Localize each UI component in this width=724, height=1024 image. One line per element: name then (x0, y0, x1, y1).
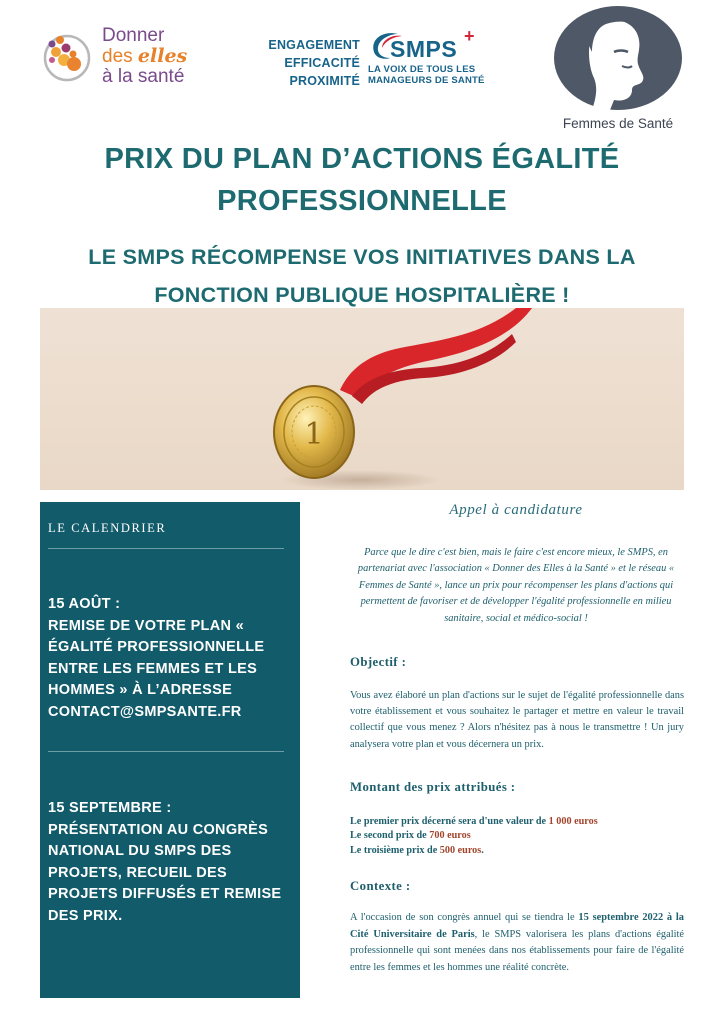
prize-list (350, 815, 684, 858)
page-subtitle (40, 238, 684, 314)
title-line-1: PRIX DU PLAN D’ACTIONS ÉGALITÉ (104, 143, 620, 175)
woman-profile-icon (552, 6, 684, 112)
objectif-paragraph: Vous avez élaboré un plan d'actions sur le sujet de l'égalité professionnelle dans votre établissement et vous souhaitez le partager et mettre en valeur le travail collectif que vous menez ? Alors n'hésitez pas à nous le transmettre ! Un jury analysera votre plan et vous décernera un prix. (350, 690, 684, 750)
cal2-line: PROJETS, RECUEIL DES (48, 864, 227, 881)
page-title (40, 138, 684, 222)
dea-line2b: elles (137, 45, 188, 67)
cal1-line: 15 AOÛT : (48, 596, 121, 612)
contexte-heading: Contexte : (350, 879, 411, 893)
contexte-text: A l'occasion de son congrès annuel qui se tiendra le (350, 912, 579, 923)
smps-slogan-2: EFFICACITÉ (284, 56, 360, 70)
subtitle-line-2: FONCTION PUBLIQUE HOSPITALIÈRE ! (154, 283, 570, 307)
contact-email[interactable]: CONTACT@SMPSANTE.FR (48, 703, 242, 720)
contexte-paragraph (350, 910, 684, 976)
smps-name: SMPS (390, 36, 458, 62)
dea-line2a: des (102, 46, 138, 67)
cal2-line: DES PRIX. (48, 907, 123, 924)
logo-femmes-de-sante (548, 6, 688, 136)
medal-numeral: 1 (304, 417, 324, 452)
objectif-heading: Objectif : (350, 655, 407, 669)
medal-illustration (40, 308, 684, 490)
dea-line3: à la santé (102, 66, 185, 87)
cal2-line: PRÉSENTATION AU CONGRÈS (48, 821, 269, 838)
cal2-line: 15 SEPTEMBRE : (48, 800, 172, 816)
montant-heading: Montant des prix attribués : (350, 780, 516, 794)
cal1-line: ÉGALITÉ PROFESSIONNELLE (48, 639, 265, 655)
calendar-item-september (48, 798, 292, 927)
cal1-line: REMISE DE VOTRE PLAN « (48, 617, 244, 634)
smps-tag-2: MANAGEURS DE SANTÉ (368, 75, 485, 86)
prize-amount: 500 euros (439, 844, 482, 856)
cal2-line: NATIONAL DU SMPS DES (48, 843, 232, 859)
calendar-item-august (48, 594, 292, 723)
prize-amount: 700 euros (429, 830, 471, 842)
smps-plus-icon: + (464, 26, 475, 46)
smps-slogan-1: ENGAGEMENT (268, 38, 360, 52)
dea-logo-icon (40, 30, 94, 84)
subtitle-line-1: LE SMPS RÉCOMPENSE VOS INITIATIVES DANS LA (88, 245, 636, 269)
contexte-text: , le SMPS valorisera les plans d'actions égalité professionnelle qui sont menées dans nos établissements pour faire de l'égalité entre les femmes et les hommes une réalité concrète. (350, 928, 684, 973)
logo-smps (256, 26, 496, 90)
fds-label: Femmes de Santé (562, 116, 674, 131)
cal2-line: PROJETS DIFFUSÉS ET REMISE (48, 886, 282, 902)
smps-tag-1: LA VOIX DE TOUS LES (368, 64, 476, 75)
divider (48, 548, 284, 549)
prize-item (350, 829, 684, 843)
calendar-heading: LE CALENDRIER (48, 521, 167, 535)
contexte-date-place: 15 septembre 2022 à la Cité Universitaire de Paris (350, 912, 684, 940)
calendar-panel (40, 502, 300, 998)
hero-medal-image (40, 308, 684, 490)
dea-line1: Donner (102, 25, 165, 46)
prize-item (350, 815, 684, 829)
logo-donner-des-elles (40, 22, 210, 92)
smps-slogan-3: PROXIMITÉ (289, 74, 360, 88)
cal1-line: HOMMES » À L’ADRESSE (48, 682, 233, 698)
prize-text: Le second prix de (350, 830, 430, 842)
prize-text: Le troisième prix de (350, 844, 440, 856)
prize-amount: 1 000 euros (548, 816, 598, 827)
divider (48, 751, 284, 752)
title-line-2: PROFESSIONNELLE (217, 185, 507, 217)
cal1-line: ENTRE LES FEMMES ET LES (48, 660, 258, 677)
prize-end: . (481, 844, 484, 856)
intro-paragraph: Parce que le dire c'est bien, mais le faire c'est encore mieux, le SMPS, en partenariat avec l'association « Donner des Elles à la Santé » et le réseau « Femmes de Santé », lance un prix pour récompenser les plans d'actions qui permettent de favoriser et de développer l'égalité professionnelle en milieu sanitaire, social et médico-social ! (357, 547, 675, 624)
prize-item (350, 844, 684, 858)
appel-heading: Appel à candidature (449, 502, 583, 518)
prize-text: Le premier prix décerné sera d'une valeur de (350, 816, 549, 827)
